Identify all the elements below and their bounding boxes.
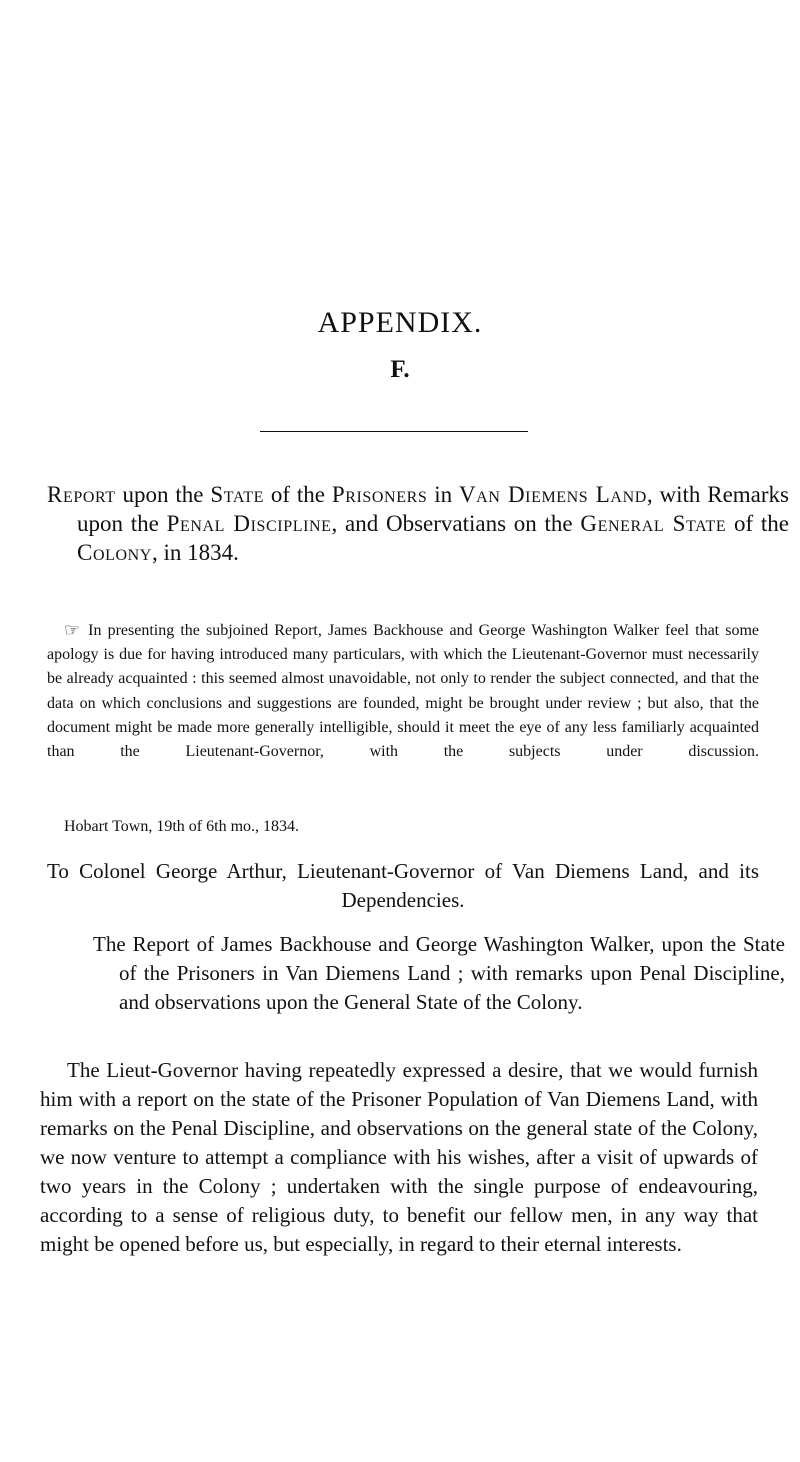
appendix-letter: F. <box>390 356 410 383</box>
section-rule <box>260 431 528 432</box>
title-state: State <box>210 482 264 507</box>
body-paragraph: The Lieut-Governor having repeatedly expressed a desire, that we would furnish him with a report on the state of the Prisoner Population of Van Diemens Land, with remarks on the Penal Discipline, and observations on the general state of the Colony, we now venture to attempt a compliance with his wishes, after a visit of upwards of two years in the Colony ; undertaken with the single purpose of endeavouring, according to a sense of religious duty, to benefit our fellow men, in any way that might be opened before us, but especially, in regard to their eternal interests. <box>40 1058 758 1256</box>
title-prisoners: Prisoners <box>331 482 428 507</box>
title-general-state: General State <box>580 511 727 536</box>
title-colony: Colony <box>77 540 152 565</box>
report-title <box>47 480 789 567</box>
title-text-3: in <box>427 482 459 507</box>
report-subtitle: The Report of James Backhouse and George Washington Walker, upon the State of the Prisoners in Van Diemens Land ; with remarks upon Penal Discipline, and observations upon the General State of the Colony. <box>93 932 785 1014</box>
title-text-6: of the <box>726 511 790 536</box>
title-text-7: , in 1834. <box>151 540 239 565</box>
pointing-hand-icon: ☞ <box>64 620 81 640</box>
prefatory-note <box>47 617 759 764</box>
note-text: In presenting the subjoined Report, James Backhouse and George Washington Walker feel that some apology is due for having introduced many particulars, with which the Lieutenant-Governor must necessarily be already acquainted : this seemed almost unavoidable, not only to render the subject connected, and that the data on which conclusions and suggestions are founded, might be brought under review ; but also, that the document might be made more generally intelligible, should it meet the eye of any less familiarly acquainted than the Lieutenant-Governor, with the subjects under discussion. <box>47 622 759 761</box>
title-van-diemens-land: Van Diemens Land <box>458 482 647 507</box>
title-text-2: of the <box>263 482 332 507</box>
title-text-1: upon the <box>115 482 211 507</box>
address-line: To Colonel George Arthur, Lieutenant-Governor of Van Diemens Land, and its Dependencies. <box>47 859 759 912</box>
title-report: Report <box>47 482 116 507</box>
title-text-4: , with Remarks upon the <box>77 482 790 536</box>
appendix-heading: APPENDIX. <box>317 306 483 339</box>
date-line: Hobart Town, 19th of 6th mo., 1834. <box>64 818 300 835</box>
title-penal-discipline: Penal Discipline <box>166 511 332 536</box>
title-text-5: , and Observatians on the <box>331 511 581 536</box>
